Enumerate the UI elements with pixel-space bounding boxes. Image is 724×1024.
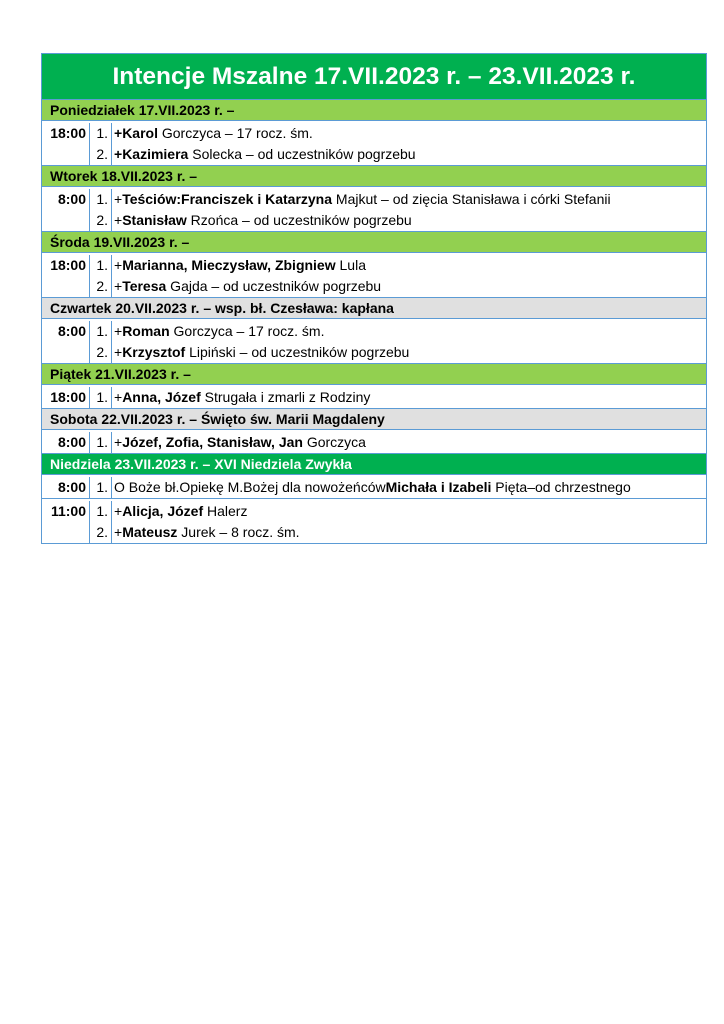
mass-block xyxy=(42,319,706,364)
intention-number: 1. xyxy=(90,477,112,498)
mass-time: 8:00 xyxy=(42,189,90,231)
intention-text xyxy=(112,477,706,498)
intention-text xyxy=(112,210,706,231)
mass-time: 8:00 xyxy=(42,432,90,453)
intention-name: Michała i Izabeli xyxy=(385,479,492,495)
intention-detail: + xyxy=(114,524,123,540)
mass-time: 18:00 xyxy=(42,387,90,408)
intention-list xyxy=(90,432,706,453)
intention-list xyxy=(90,387,706,408)
mass-time: 8:00 xyxy=(42,477,90,498)
intention-detail: Rzońca – od uczestników pogrzebu xyxy=(186,212,412,228)
mass-block xyxy=(42,187,706,232)
intention-detail: Gorczyca – 17 rocz. śm. xyxy=(157,125,313,141)
intention-name: Józef, Zofia, Stanisław, Jan xyxy=(122,434,303,450)
intention-list xyxy=(90,255,706,297)
intention-number: 2. xyxy=(90,342,112,363)
mass-block xyxy=(42,430,706,454)
intention-list xyxy=(90,477,706,498)
intention-number: 1. xyxy=(90,501,112,522)
intention-name: Kazimiera xyxy=(122,146,189,162)
intention-name: Stanisław xyxy=(122,212,187,228)
intention-text xyxy=(112,144,706,165)
intention-detail: Gajda – od uczestników pogrzebu xyxy=(166,278,382,294)
intention-number: 1. xyxy=(90,255,112,276)
intention-name: Teściów:Franciszek i Katarzyna xyxy=(122,191,333,207)
intention-number: 2. xyxy=(90,522,112,543)
intention-detail: Gorczyca – 17 rocz. śm. xyxy=(169,323,325,339)
intention-text xyxy=(112,522,706,543)
intention-detail: Lula xyxy=(335,257,366,273)
day-header: Sobota 22.VII.2023 r. – Święto św. Marii Magdaleny xyxy=(42,409,706,430)
intention-text xyxy=(112,123,706,144)
intention-number: 1. xyxy=(90,123,112,144)
intention-detail: Solecka – od uczestników pogrzebu xyxy=(188,146,416,162)
intention-detail: Halerz xyxy=(203,503,248,519)
day-header: Czwartek 20.VII.2023 r. – wsp. bł. Czesława: kapłana xyxy=(42,298,706,319)
intention-list xyxy=(90,501,706,543)
day-header: Piątek 21.VII.2023 r. – xyxy=(42,364,706,385)
mass-time: 11:00 xyxy=(42,501,90,543)
intention-detail: Jurek – 8 rocz. śm. xyxy=(177,524,300,540)
intention-detail: O Boże bł.Opiekę M.Bożej dla nowożeńców xyxy=(114,479,386,495)
intention-number: 1. xyxy=(90,432,112,453)
day-header: Niedziela 23.VII.2023 r. – XVI Niedziela Zwykła xyxy=(42,454,706,475)
intention-text xyxy=(112,501,706,522)
intention-text xyxy=(112,189,706,210)
intention-name: Karol xyxy=(122,125,158,141)
intention-text xyxy=(112,387,706,408)
intention-detail: Lipiński – od uczestników pogrzebu xyxy=(185,344,410,360)
intention-number: 2. xyxy=(90,276,112,297)
intention-text xyxy=(112,432,706,453)
mass-time: 18:00 xyxy=(42,255,90,297)
intention-name: + xyxy=(114,125,123,141)
intention-text xyxy=(112,255,706,276)
intention-text xyxy=(112,321,706,342)
intention-name: Krzysztof xyxy=(122,344,186,360)
intention-text xyxy=(112,276,706,297)
intention-detail: + xyxy=(114,323,123,339)
intention-detail: Strugała i zmarli z Rodziny xyxy=(200,389,371,405)
intention-detail: Gorczyca xyxy=(302,434,366,450)
day-header: Poniedziałek 17.VII.2023 r. – xyxy=(42,100,706,121)
intention-name: + xyxy=(114,146,123,162)
intention-name: Alicja, Józef xyxy=(122,503,204,519)
intention-number: 1. xyxy=(90,387,112,408)
intention-name: Mateusz xyxy=(122,524,178,540)
intention-detail: + xyxy=(114,212,123,228)
intention-list xyxy=(90,189,706,231)
intention-detail: Majkut – od zięcia Stanisława i córki Stefanii xyxy=(332,191,611,207)
intention-number: 2. xyxy=(90,210,112,231)
intention-detail: + xyxy=(114,503,123,519)
day-header: Środa 19.VII.2023 r. – xyxy=(42,232,706,253)
mass-time: 8:00 xyxy=(42,321,90,363)
intention-name: Marianna, Mieczysław, Zbigniew xyxy=(122,257,336,273)
page-title: Intencje Mszalne 17.VII.2023 r. – 23.VII.2023 r. xyxy=(42,54,706,100)
intention-detail: + xyxy=(114,389,123,405)
intention-detail: + xyxy=(114,257,123,273)
intention-detail: + xyxy=(114,434,123,450)
mass-block xyxy=(42,385,706,409)
intention-name: Anna, Józef xyxy=(122,389,201,405)
days-list xyxy=(42,100,706,543)
intention-list xyxy=(90,321,706,363)
mass-block xyxy=(42,253,706,298)
mass-intentions-table xyxy=(41,53,707,544)
day-header: Wtorek 18.VII.2023 r. – xyxy=(42,166,706,187)
intention-list xyxy=(90,123,706,165)
intention-detail: + xyxy=(114,344,123,360)
intention-number: 1. xyxy=(90,321,112,342)
intention-number: 2. xyxy=(90,144,112,165)
mass-block xyxy=(42,499,706,543)
intention-text xyxy=(112,342,706,363)
mass-block xyxy=(42,475,706,499)
intention-name: Teresa xyxy=(122,278,167,294)
intention-name: Roman xyxy=(122,323,170,339)
intention-detail: + xyxy=(114,278,123,294)
mass-block xyxy=(42,121,706,166)
intention-number: 1. xyxy=(90,189,112,210)
intention-detail: Pięta–od chrzestnego xyxy=(491,479,631,495)
mass-time: 18:00 xyxy=(42,123,90,165)
intention-detail: + xyxy=(114,191,123,207)
